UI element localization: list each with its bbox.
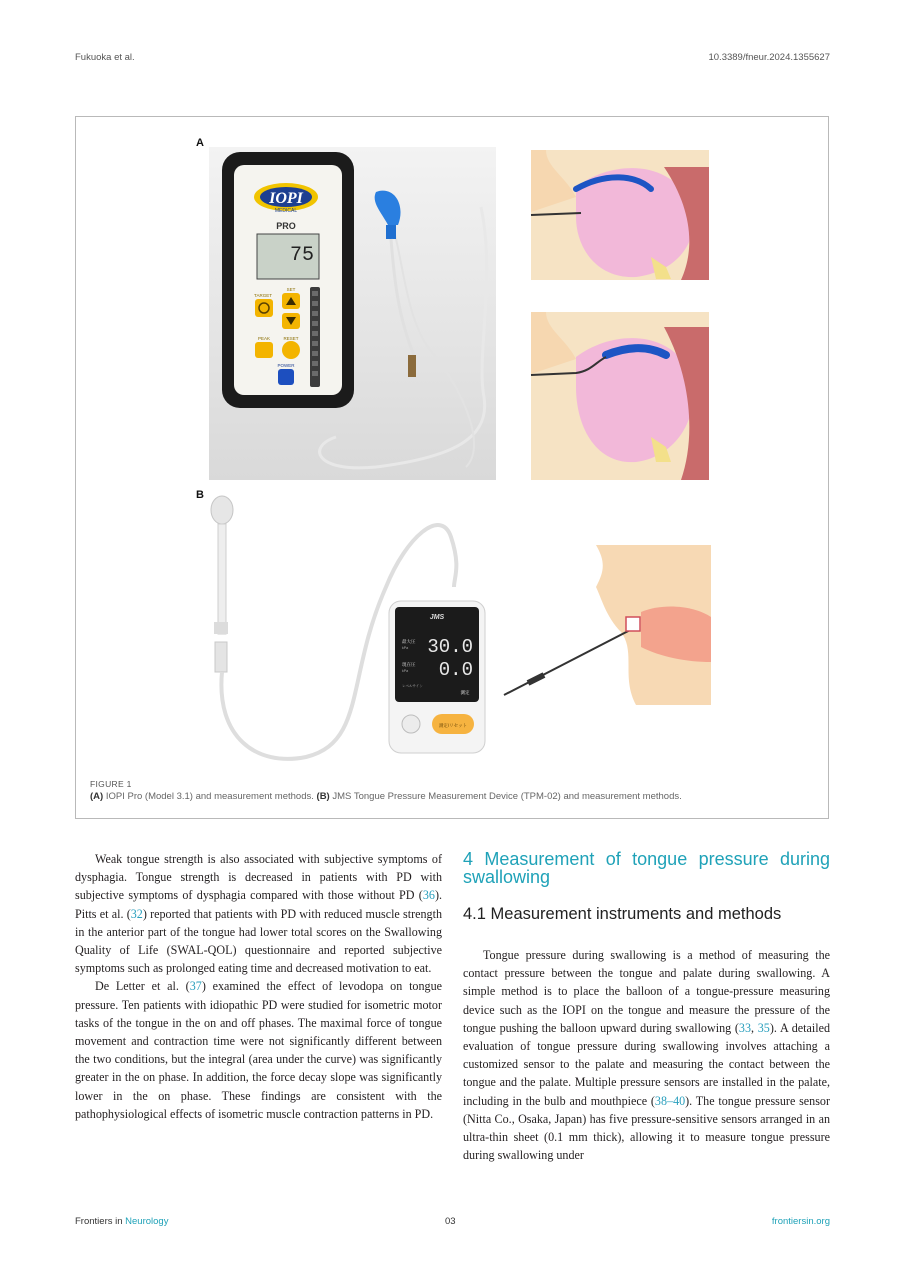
citation-link[interactable]: 38–40: [654, 1093, 686, 1108]
paragraph: Weak tongue strength is also associated with subjective symptoms of dysphagia. Tongue strength is decreased in patients with PD with subjective symptoms of dysphagia compared with those without PD (36). Pitts et al. (32) reported that patients with PD with reduced muscle strength in the anterior part of the tongue had lower total scores on the Swallowing Quality of Life (SWAL-QOL) questionnaire and reported subjective symptoms such as prolonged eating time and decreased motivation to eat.: [75, 852, 442, 976]
paragraph: Tongue pressure during swallowing is a method of measuring the contact pressure between the tongue and palate during swallowing. A simple method is to place the balloon of a tongue-pressure measuring device such as the IOPI on the tongue and measure the pressure of the tongue pushing the balloon upward during swallowing (33, 35). A detailed evaluation of tongue pressure during swallowing involves attaching a customized sensor to the palate and measuring the contact between the tongue and the palate. Multiple pressure sensors are installed in the palate, including in the bulb and mouthpiece (38–40). The tongue pressure sensor (Nitta Co., Osaka, Japan) has five pressure-sensitive sensors arranged in an ultra-thin sheet (0.1 mm thick), allowing it to measure tongue pressure during swallowing under: [463, 948, 830, 1163]
body-column-left: [75, 850, 442, 1123]
svg-text:kPa: kPa: [402, 669, 409, 673]
oral-cavity-diagram-top: [531, 150, 709, 280]
jms-max-reading: 30.0: [427, 636, 473, 658]
figure-label: FIGURE 1: [90, 779, 132, 789]
jms-measurement-diagram: [504, 545, 711, 705]
running-header-authors: Fukuoka et al.: [75, 52, 135, 63]
svg-text:kPa: kPa: [402, 646, 409, 650]
jms-current-reading: 0.0: [438, 659, 473, 681]
jms-logo-text: JMS: [429, 614, 445, 621]
svg-text:測定/リセット: 測定/リセット: [438, 723, 468, 728]
citation-link[interactable]: 37: [189, 979, 202, 994]
citation-link[interactable]: 36: [422, 888, 435, 903]
panel-label-b: B: [196, 489, 204, 501]
subsection-heading: 4.1 Measurement instruments and methods: [463, 905, 782, 923]
svg-text:SET: SET: [286, 287, 296, 292]
svg-text:RESET: RESET: [283, 336, 299, 341]
jms-device-photo: [211, 496, 485, 759]
section-heading: 4 Measurement of tongue pressure during swallowing: [463, 849, 830, 887]
panel-label-a: A: [196, 137, 204, 149]
citation-link[interactable]: 33: [738, 1020, 751, 1035]
oral-cavity-diagram-bottom: [531, 312, 709, 480]
figure-1: [75, 116, 829, 819]
svg-text:現在圧: 現在圧: [402, 662, 416, 667]
iopi-display-value: 75: [289, 244, 314, 267]
svg-text:POWER: POWER: [277, 363, 295, 368]
svg-text:MEDICAL: MEDICAL: [274, 208, 298, 214]
svg-text:TARGET: TARGET: [254, 293, 272, 298]
svg-text:最大圧: 最大圧: [402, 639, 416, 644]
svg-text:測定: 測定: [460, 690, 470, 695]
paragraph: De Letter et al. (37) examined the effect of levodopa on tongue pressure. Ten patients with idiopathic PD were studied for isometric motor tasks of the tongue in the on and off phases. The maximal force of tongue movement and contraction time were not significantly different between the two conditions, but the integral (area under the curve) was significantly greater in the on phase. In addition, the force decay slope was significantly lower in the on phase. These findings are consistent with the pathophysiological effects of isometric muscle contraction patterns in PD.: [75, 979, 442, 1121]
citation-link[interactable]: 32: [130, 906, 143, 921]
iopi-device-photo: [209, 147, 496, 480]
svg-text:PRO: PRO: [276, 221, 296, 231]
iopi-logo-text: IOPI: [269, 190, 303, 207]
figure-caption: FIGURE 1 (A) IOPI Pro (Model 3.1) and measurement methods. (B) JMS Tongue Pressure Measurement Device (TPM-02) and measurement methods.: [90, 779, 810, 802]
body-column-right: [463, 850, 830, 1164]
citation-link[interactable]: 35: [757, 1020, 770, 1035]
figure-artwork: [76, 117, 830, 767]
page-number: 03: [445, 1216, 456, 1227]
running-header-doi: 10.3389/fneur.2024.1355627: [708, 52, 830, 63]
footer-website-link[interactable]: frontiersin.org: [771, 1216, 830, 1227]
svg-text:レベルサイン: レベルサイン: [402, 684, 423, 688]
svg-text:PEAK: PEAK: [257, 336, 271, 341]
footer-journal: Frontiers in Neurology: [75, 1216, 169, 1227]
